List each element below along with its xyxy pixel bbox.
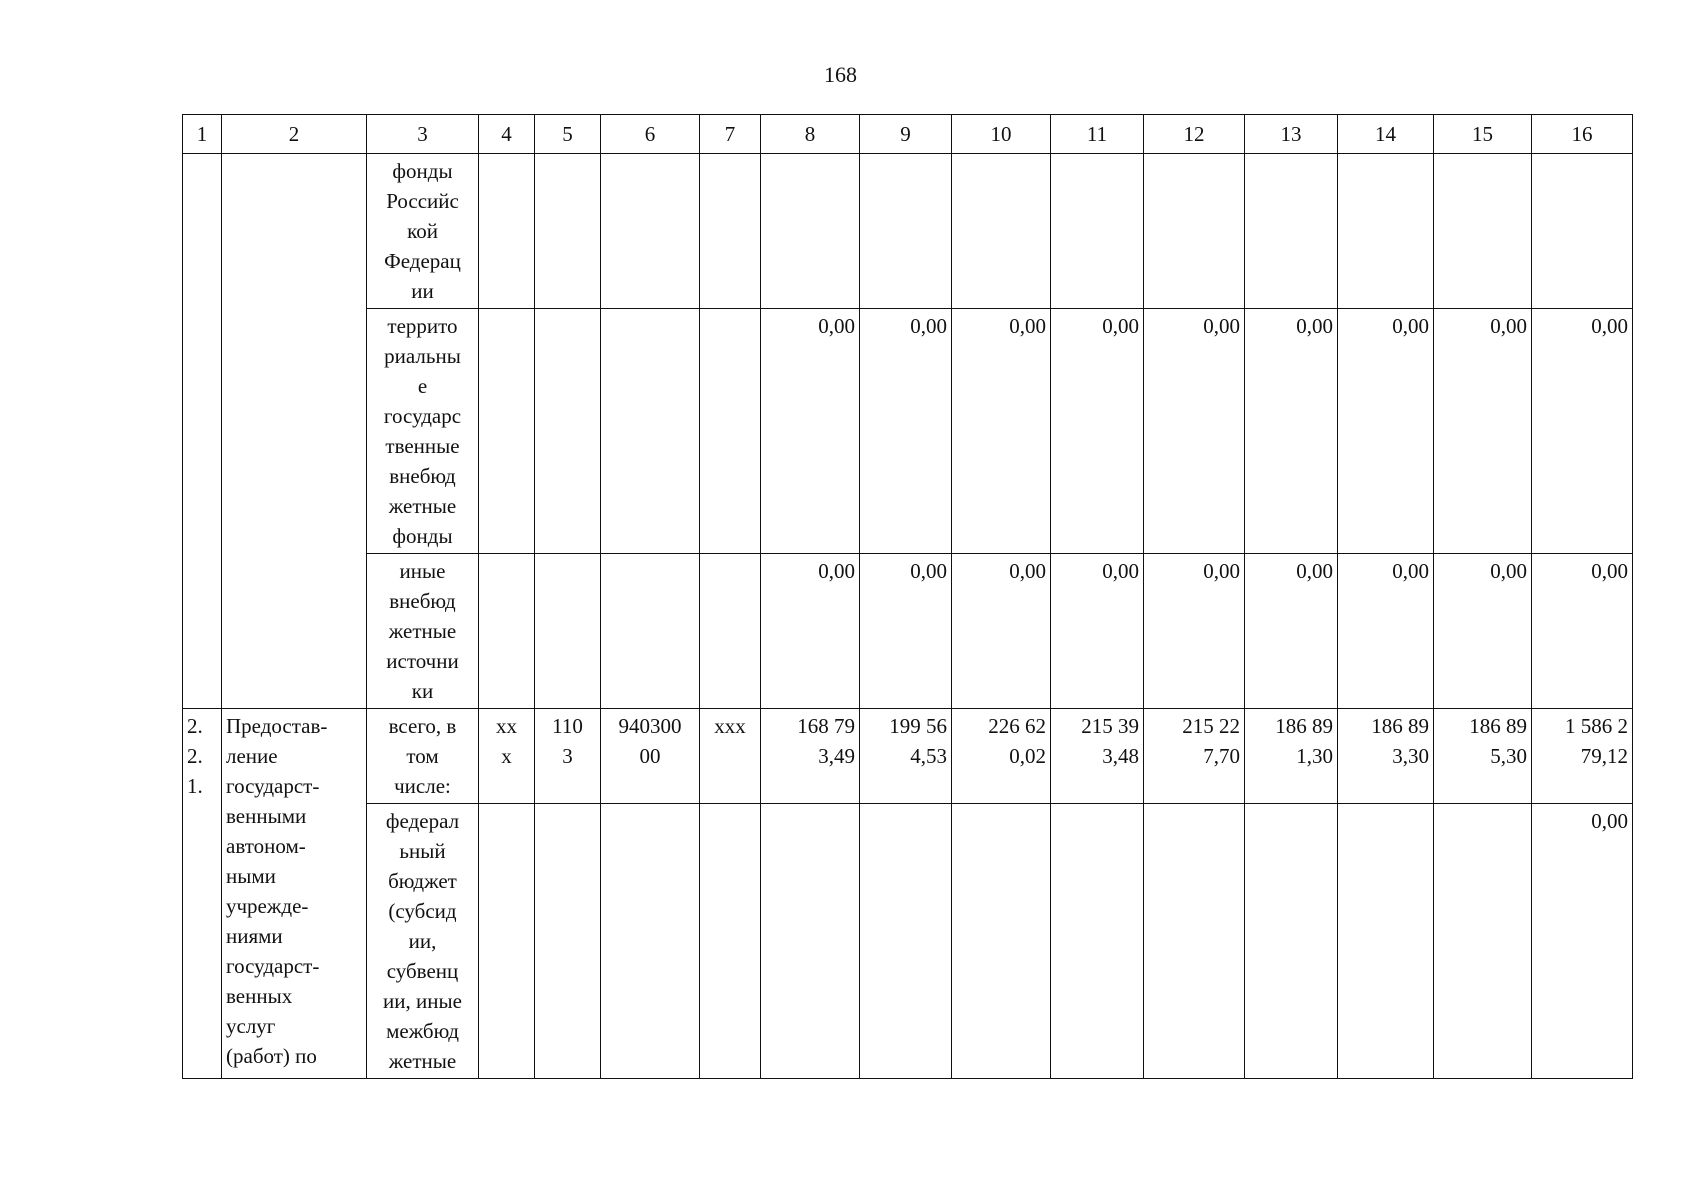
- empty-cell: [601, 554, 700, 709]
- source-cell: [367, 709, 479, 804]
- code-line: 3: [562, 744, 573, 768]
- value-line: 186 89: [1275, 714, 1333, 738]
- empty-cell: [1434, 154, 1532, 309]
- empty-cell: [479, 804, 535, 1079]
- empty-cell: [1144, 154, 1245, 309]
- value-cell: 0,00: [1051, 554, 1144, 709]
- source-line: террито: [387, 314, 458, 338]
- item-number-line: 2.: [187, 714, 203, 738]
- empty-cell: [1051, 804, 1144, 1079]
- table-row: [183, 554, 1633, 709]
- item-name-line: государст-: [226, 954, 320, 978]
- code-line: 940300: [618, 714, 682, 738]
- empty-cell: [700, 154, 761, 309]
- empty-cell: [222, 154, 367, 709]
- header-cell: 11: [1051, 115, 1144, 154]
- value-cell: 0,00: [1144, 554, 1245, 709]
- source-line: ьный: [399, 839, 446, 863]
- item-name-line: услуг: [226, 1014, 276, 1038]
- item-name-line: венных: [226, 984, 293, 1008]
- source-line: субвенц: [386, 959, 459, 983]
- empty-cell: [1245, 804, 1338, 1079]
- value-line: 215 39: [1081, 714, 1139, 738]
- item-name-line: ление: [226, 744, 278, 768]
- source-line: иные: [399, 559, 446, 583]
- item-name-line: автоном-: [226, 834, 306, 858]
- empty-cell: [761, 804, 860, 1079]
- item-name-line: (работ) по: [226, 1044, 317, 1068]
- source-line: ии,: [408, 929, 437, 953]
- empty-cell: [479, 554, 535, 709]
- empty-cell: [601, 804, 700, 1079]
- header-cell: 13: [1245, 115, 1338, 154]
- page-number: 168: [824, 62, 857, 87]
- empty-cell: [952, 804, 1051, 1079]
- value-cell: [860, 709, 952, 804]
- value-line: 7,70: [1203, 744, 1240, 768]
- empty-cell: [535, 554, 601, 709]
- value-cell: [1532, 709, 1633, 804]
- source-cell: [367, 804, 479, 1079]
- value-line: 1 586 2: [1565, 714, 1628, 738]
- value-line: 226 62: [988, 714, 1046, 738]
- code-cell: ххх: [700, 709, 761, 804]
- item-number-line: 1.: [187, 774, 203, 798]
- value-line: 4,53: [910, 744, 947, 768]
- code-line: 00: [639, 744, 661, 768]
- source-line: внебюд: [389, 589, 456, 613]
- empty-cell: [1245, 154, 1338, 309]
- table-row: [183, 709, 1633, 804]
- value-cell: 0,00: [1245, 309, 1338, 554]
- value-cell: [1051, 709, 1144, 804]
- empty-cell: [1338, 154, 1434, 309]
- table-row: [183, 154, 1633, 309]
- code-line: х: [501, 744, 512, 768]
- header-cell: 5: [535, 115, 601, 154]
- source-line: государс: [383, 404, 462, 428]
- header-cell: 14: [1338, 115, 1434, 154]
- table-header-row: [183, 115, 1633, 154]
- item-number-line: 2.: [187, 744, 203, 768]
- empty-cell: [1434, 804, 1532, 1079]
- header-cell: 2: [222, 115, 367, 154]
- source-line: Федерац: [384, 249, 461, 273]
- header-cell: 1: [183, 115, 222, 154]
- source-line: ии, иные: [383, 989, 462, 1013]
- value-cell: [1144, 709, 1245, 804]
- value-cell: [952, 709, 1051, 804]
- value-line: 3,48: [1102, 744, 1139, 768]
- empty-cell: [1144, 804, 1245, 1079]
- value-cell: 0,00: [952, 554, 1051, 709]
- header-cell: 7: [700, 115, 761, 154]
- code-cell: [479, 709, 535, 804]
- empty-cell: [535, 154, 601, 309]
- empty-cell: [860, 804, 952, 1079]
- source-line: кой: [407, 219, 438, 243]
- source-line: фонды: [392, 524, 453, 548]
- empty-cell: [700, 309, 761, 554]
- value-cell: 0,00: [952, 309, 1051, 554]
- source-line: числе:: [394, 774, 451, 798]
- source-cell: [367, 154, 479, 309]
- item-name-line: Предостав-: [226, 714, 328, 738]
- item-name-line: учрежде-: [226, 894, 309, 918]
- value-cell: 0,00: [1338, 309, 1434, 554]
- code-line: 110: [552, 714, 583, 738]
- value-line: 5,30: [1490, 744, 1527, 768]
- value-cell: 0,00: [761, 554, 860, 709]
- item-name-line: государст-: [226, 774, 320, 798]
- source-line: внебюд: [389, 464, 456, 488]
- item-name-line: ниями: [226, 924, 283, 948]
- empty-cell: [479, 154, 535, 309]
- source-line: жетные: [388, 619, 457, 643]
- value-cell: [761, 709, 860, 804]
- value-cell: 0,00: [1434, 554, 1532, 709]
- empty-cell: [535, 309, 601, 554]
- source-cell: [367, 554, 479, 709]
- header-cell: 10: [952, 115, 1051, 154]
- value-line: 3,49: [818, 744, 855, 768]
- table-row: [183, 309, 1633, 554]
- empty-cell: [535, 804, 601, 1079]
- empty-cell: [700, 554, 761, 709]
- value-cell: 0,00: [1144, 309, 1245, 554]
- value-line: 0,02: [1009, 744, 1046, 768]
- value-line: 199 56: [889, 714, 947, 738]
- value-line: 168 79: [797, 714, 855, 738]
- item-number-cell: [183, 709, 222, 1079]
- empty-cell: [952, 154, 1051, 309]
- value-cell: 0,00: [1245, 554, 1338, 709]
- item-name-line: ными: [226, 864, 276, 888]
- source-line: всего, в: [388, 714, 457, 738]
- empty-cell: [601, 309, 700, 554]
- value-line: 79,12: [1580, 744, 1628, 768]
- empty-cell: [601, 154, 700, 309]
- empty-cell: [479, 309, 535, 554]
- header-cell: 6: [601, 115, 700, 154]
- value-cell: 0,00: [1532, 804, 1633, 1079]
- empty-cell: [1532, 154, 1633, 309]
- value-line: 215 22: [1182, 714, 1240, 738]
- header-cell: 8: [761, 115, 860, 154]
- header-cell: 9: [860, 115, 952, 154]
- header-cell: 16: [1532, 115, 1633, 154]
- source-line: (субсид: [388, 899, 457, 923]
- value-line: 186 89: [1469, 714, 1527, 738]
- code-cell: [535, 709, 601, 804]
- empty-cell: [860, 154, 952, 309]
- source-line: ии: [411, 279, 434, 303]
- value-cell: 0,00: [761, 309, 860, 554]
- header-cell: 15: [1434, 115, 1532, 154]
- value-cell: 0,00: [1532, 309, 1633, 554]
- empty-cell: [1051, 154, 1144, 309]
- value-line: 3,30: [1392, 744, 1429, 768]
- source-line: е: [417, 374, 428, 398]
- source-line: бюджет: [388, 869, 457, 893]
- source-line: источни: [386, 649, 459, 673]
- source-line: риальны: [384, 344, 461, 368]
- source-line: твенные: [385, 434, 460, 458]
- item-name-line: венными: [226, 804, 307, 828]
- source-line: Российс: [386, 189, 459, 213]
- empty-cell: [700, 804, 761, 1079]
- source-line: межбюд: [386, 1019, 459, 1043]
- value-cell: 0,00: [860, 554, 952, 709]
- source-line: фонды: [392, 159, 453, 183]
- budget-table: [182, 114, 1633, 1079]
- source-line: федерал: [385, 809, 460, 833]
- source-line: ки: [411, 679, 434, 703]
- value-cell: [1434, 709, 1532, 804]
- code-line: хх: [496, 714, 517, 738]
- empty-cell: [761, 154, 860, 309]
- table-row: [183, 804, 1633, 1079]
- source-cell: [367, 309, 479, 554]
- header-cell: 4: [479, 115, 535, 154]
- value-cell: 0,00: [860, 309, 952, 554]
- source-line: том: [406, 744, 439, 768]
- value-cell: 0,00: [1532, 554, 1633, 709]
- value-line: 186 89: [1371, 714, 1429, 738]
- header-cell: 3: [367, 115, 479, 154]
- empty-cell: [1338, 804, 1434, 1079]
- value-cell: 0,00: [1338, 554, 1434, 709]
- value-line: 1,30: [1296, 744, 1333, 768]
- item-name-cell: [222, 709, 367, 1079]
- source-line: жетные: [388, 494, 457, 518]
- value-cell: [1245, 709, 1338, 804]
- empty-cell: [183, 154, 222, 709]
- header-cell: 12: [1144, 115, 1245, 154]
- value-cell: 0,00: [1051, 309, 1144, 554]
- code-cell: [601, 709, 700, 804]
- source-line: жетные: [388, 1049, 457, 1073]
- value-cell: 0,00: [1434, 309, 1532, 554]
- value-cell: [1338, 709, 1434, 804]
